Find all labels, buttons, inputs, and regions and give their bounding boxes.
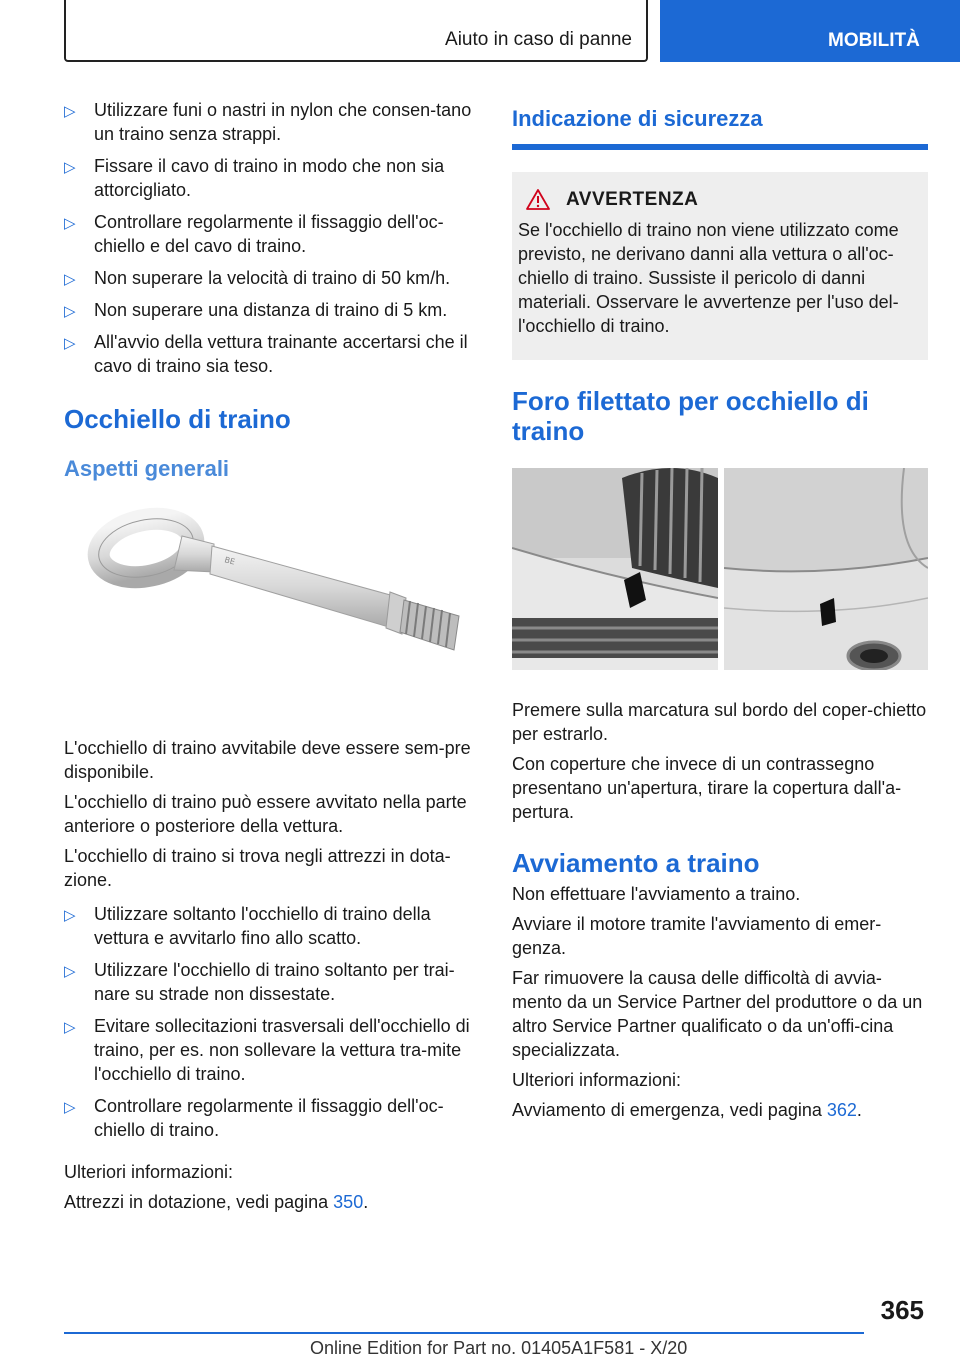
page-number: 365 — [880, 1295, 924, 1325]
tow-eye-image — [64, 500, 474, 710]
paragraph: Non effettuare l'avviamento a traino. — [512, 884, 801, 904]
triangle-right-icon: ▷ — [64, 335, 76, 352]
right-column — [512, 98, 928, 1128]
paragraph: Avviare il motore tramite l'avviamento di emer-genza. — [512, 914, 882, 958]
list-item: ▷ Evitare sollecitazioni trasversali dell'occhiello di traino, per es. non sollevare la vettura tra-mite l'occhiello di traino. — [64, 1016, 470, 1084]
triangle-right-icon: ▷ — [64, 963, 76, 980]
triangle-right-icon: ▷ — [64, 1019, 76, 1036]
threaded-hole-photos — [512, 468, 928, 670]
chapter-title: MOBILITÀ — [828, 30, 920, 51]
more-info-label: Ulteriori informazioni: — [64, 1162, 234, 1182]
heading-safety: Indicazione di sicurezza — [512, 106, 928, 150]
warning-label: AVVERTENZA — [566, 189, 699, 210]
cross-reference: Attrezzi in dotazione, vedi pagina 350. — [64, 1192, 369, 1212]
list-item: ▷ All'avvio della vettura trainante accertarsi che il cavo di traino sia teso. — [64, 332, 468, 376]
chapter-tab[interactable] — [660, 0, 960, 62]
page-link-350[interactable]: 350 — [333, 1192, 364, 1212]
rear-bumper-photo — [724, 468, 928, 670]
list-item: ▷ Controllare regolarmente il fissaggio dell'oc-chiello di traino. — [64, 1096, 444, 1140]
list-item: ▷ Utilizzare funi o nastri in nylon che consen-tano un traino senza strappi. — [64, 100, 472, 144]
triangle-right-icon: ▷ — [64, 271, 76, 288]
warning-box — [512, 172, 928, 360]
warning-text: Se l'occhiello di traino non viene utilizzato come previsto, ne derivano danni alla vettura o all'oc-chiello di traino. Sussiste il pericolo di danni materiali. Osservare le avvertenze per l'uso del-l'occhiello di traino. — [518, 220, 899, 336]
list-item: ▷ Utilizzare soltanto l'occhiello di traino della vettura e avvitarlo fino allo scatto. — [64, 904, 431, 948]
triangle-right-icon: ▷ — [64, 159, 76, 176]
list-item: ▷ Non superare una distanza di traino di 5 km. — [64, 298, 474, 322]
section-title: Aiuto in caso di panne — [445, 29, 632, 50]
page-link-362[interactable]: 362 — [826, 1100, 857, 1120]
list-item: ▷ Non superare la velocità di traino di 50 km/h. — [64, 266, 474, 290]
subheading-general: Aspetti generali — [64, 456, 230, 481]
triangle-right-icon: ▷ — [64, 215, 76, 232]
footer-divider — [64, 1332, 864, 1334]
heading-threaded-hole: Foro filettato per occhiello di traino — [512, 386, 869, 446]
towing-rope-bullets — [64, 98, 474, 378]
edition-info: Online Edition for Part no. 01405A1F581 - X/20 — [310, 1338, 688, 1358]
tow-eye-illustration — [64, 500, 474, 710]
paragraph: Con coperture che invece di un contrassegno presentano un'apertura, tirare la copertura dall'a-pertura. — [512, 754, 902, 822]
paragraph: L'occhiello di traino può essere avvitato nella parte anteriore o posteriore della vettura. — [64, 792, 467, 836]
triangle-right-icon: ▷ — [64, 1099, 76, 1116]
heading-tow-start: Avviamento a traino — [512, 848, 760, 878]
warning-triangle-icon — [526, 188, 550, 212]
list-item: ▷ Utilizzare l'occhiello di traino soltanto per trai-nare su strade non dissestate. — [64, 960, 455, 1004]
list-item: ▷ Controllare regolarmente il fissaggio dell'oc-chiello e del cavo di traino. — [64, 212, 444, 256]
more-info-label: Ulteriori informazioni: — [512, 1070, 682, 1090]
triangle-right-icon: ▷ — [64, 103, 76, 120]
list-item: ▷ Fissare il cavo di traino in modo che non sia attorcigliato. — [64, 156, 445, 200]
header-section-box — [64, 0, 648, 62]
triangle-right-icon: ▷ — [64, 303, 76, 320]
svg-text:BE: BE — [223, 555, 236, 567]
paragraph: L'occhiello di traino avvitabile deve essere sem-pre disponibile. — [64, 738, 471, 782]
triangle-right-icon: ▷ — [64, 907, 76, 924]
cross-reference: Avviamento di emergenza, vedi pagina 362. — [512, 1100, 862, 1120]
paragraph: Far rimuovere la causa delle difficoltà di avvia-mento da un Service Partner del produttore o da un altro Service Partner qualificato o da un'offi-cina specializzata. — [512, 968, 923, 1060]
heading-tow-eye: Occhiello di traino — [64, 404, 291, 434]
paragraph: Premere sulla marcatura sul bordo del coper-chietto per estrarlo. — [512, 700, 927, 744]
tow-eye-usage-bullets — [64, 902, 474, 1142]
front-bumper-photo — [512, 468, 718, 670]
left-column — [64, 98, 474, 1220]
paragraph: L'occhiello di traino si trova negli attrezzi in dota-zione. — [64, 846, 451, 890]
